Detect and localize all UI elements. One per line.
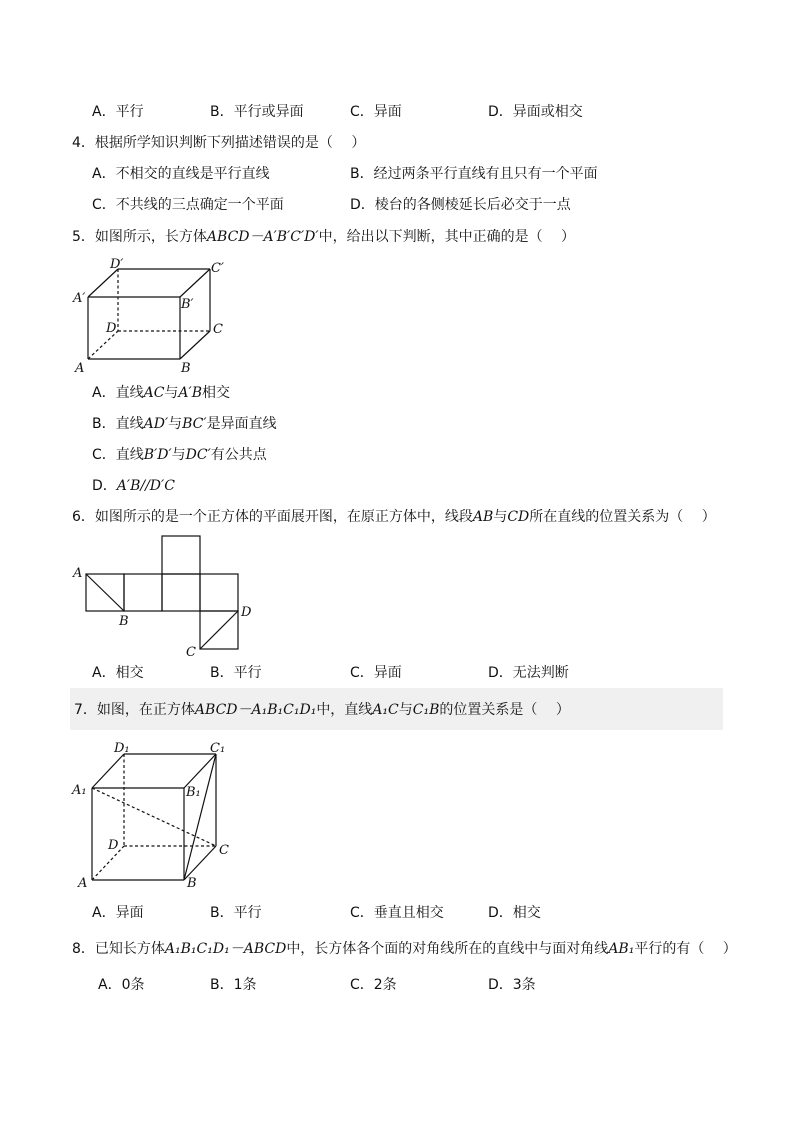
- q5-option-d: D．A′B//D′C: [92, 478, 175, 494]
- q5-label-c: C: [213, 322, 223, 337]
- q7-label-d1: D₁: [114, 741, 130, 756]
- q7-label-c: C: [219, 843, 229, 858]
- q8-stem: 8．已知长方体A₁B₁C₁D₁－ABCD中，长方体各个面的对角线所在的直线中与面对角线AB₁平行的有（ ）: [72, 941, 737, 957]
- q7-label-a: A: [78, 876, 88, 891]
- q6-option-b: B．平行: [210, 665, 262, 681]
- q5-figure-cuboid: [70, 252, 240, 377]
- q7-option-b: B．平行: [210, 905, 262, 921]
- q7-label-b1: B₁: [186, 785, 201, 800]
- q6-option-a: A．相交: [92, 665, 144, 681]
- q5-label-c-prime: C′: [211, 261, 224, 276]
- q6-option-c: C．异面: [350, 665, 402, 681]
- q5-stem-math: ABCD－A′B′C′D′: [206, 229, 319, 245]
- q6-label-a: A: [73, 566, 83, 581]
- q4-option-a: A．不相交的直线是平行直线: [92, 166, 270, 182]
- q5-option-a: A．直线AC与A′B相交: [92, 385, 230, 401]
- q5-label-b-prime: B′: [181, 297, 194, 312]
- q4-option-c: C．不共线的三点确定一个平面: [92, 197, 284, 213]
- q7-label-c1: C₁: [210, 741, 226, 756]
- q6-figure-cube-net: [70, 530, 260, 662]
- q6-option-d: D．无法判断: [488, 665, 569, 681]
- q7-stem: 7．如图，在正方体ABCD－A₁B₁C₁D₁中，直线A₁C与C₁B的位置关系是（ ）: [74, 702, 570, 718]
- q7-label-a1: A₁: [72, 783, 87, 798]
- q3-option-a: A．平行: [92, 104, 144, 120]
- q5-label-d-prime: D′: [110, 257, 124, 272]
- q5-label-a-prime: A′: [73, 291, 86, 306]
- q6-label-c: C: [186, 645, 196, 660]
- q7-figure-cube: [70, 734, 240, 896]
- q6-label-d: D: [241, 605, 252, 620]
- q5-label-a: A: [75, 361, 85, 376]
- q7-option-c: C．垂直且相交: [350, 905, 444, 921]
- q5-label-b: B: [181, 361, 191, 376]
- q8-option-b: B．1条: [210, 977, 257, 993]
- q7-option-a: A．异面: [92, 905, 144, 921]
- q7-label-d: D: [108, 838, 119, 853]
- q4-option-b: B．经过两条平行直线有且只有一个平面: [350, 166, 598, 182]
- q7-option-d: D．相交: [488, 905, 541, 921]
- q5-stem: 5．如图所示，长方体ABCD－A′B′C′D′中，给出以下判断，其中正确的是（ ）: [72, 229, 576, 245]
- q3-option-d: D．异面或相交: [488, 104, 583, 120]
- q6-label-b: B: [119, 614, 129, 629]
- q5-option-b: B．直线AD′与BC′是异面直线: [92, 416, 277, 432]
- q8-option-d: D．3条: [488, 977, 536, 993]
- q8-option-a: A．0条: [98, 977, 145, 993]
- q3-option-b: B．平行或异面: [210, 104, 304, 120]
- q8-option-c: C．2条: [350, 977, 397, 993]
- q5-option-c: C．直线B′D′与DC′有公共点: [92, 447, 267, 463]
- q4-stem: 4．根据所学知识判断下列描述错误的是（ ）: [72, 135, 366, 151]
- q4-option-d: D．棱台的各侧棱延长后必交于一点: [350, 197, 571, 213]
- q6-stem: 6．如图所示的是一个正方体的平面展开图，在原正方体中，线段AB与CD所在直线的位置关系为（ ）: [72, 509, 716, 525]
- q3-option-c: C．异面: [350, 104, 402, 120]
- q5-label-d: D: [106, 321, 117, 336]
- q7-label-b: B: [187, 876, 197, 891]
